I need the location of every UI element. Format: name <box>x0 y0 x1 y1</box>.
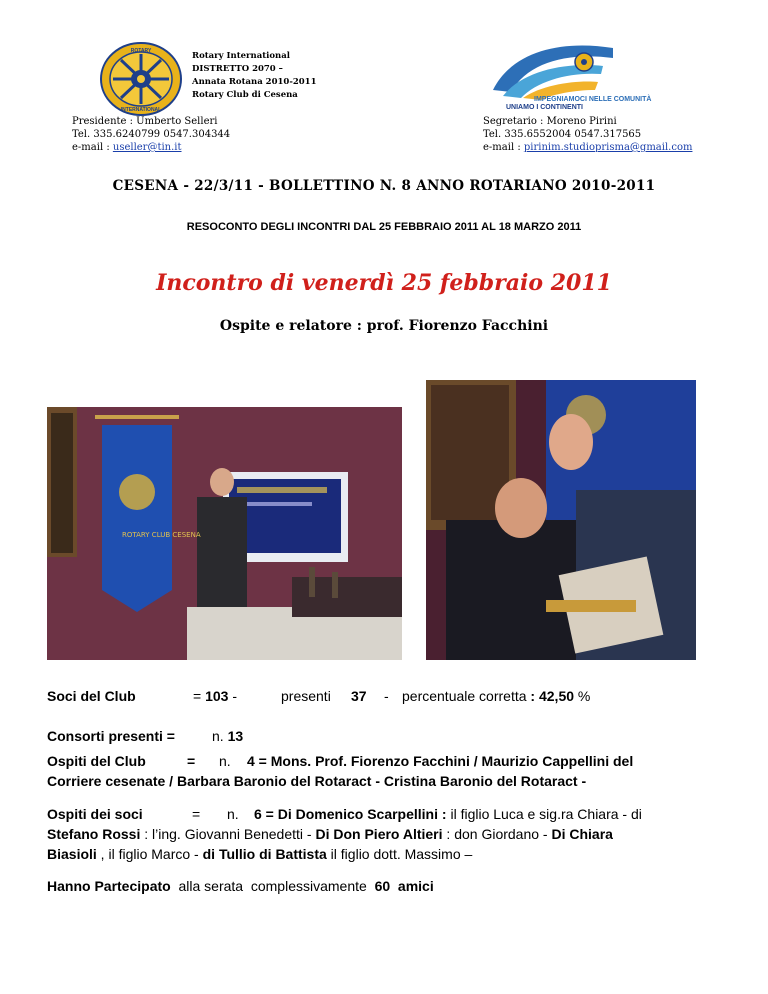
secretary-email-link[interactable]: pirinim.studioprisma@gmail.com <box>523 142 693 153</box>
presenti-label: presenti <box>281 688 331 704</box>
event-title: Incontro di venerdì 25 febbraio 2011 <box>156 270 612 296</box>
president-email-label: e-mail : <box>72 142 110 153</box>
soci-label: Soci del Club <box>47 688 136 704</box>
ospiti-club-label: Ospiti del Club <box>47 753 146 769</box>
theme-logo-line2: IMPEGNIAMOCI NELLE COMUNITÀ <box>534 96 652 103</box>
ospiti-club-eq: = <box>187 753 196 769</box>
ospiti-club-list: 4 = Mons. Prof. Fiorenzo Facchini / Maurizio Cappellini del <box>247 753 634 769</box>
percent-value: 42,50 <box>538 688 575 704</box>
secretary-name: Segretario : Moreno Pirini <box>483 116 617 127</box>
partecipanti-label: Hanno Partecipato <box>47 878 171 894</box>
event-photo-gift <box>426 380 696 660</box>
ospiti-soci-label: Ospiti dei soci <box>47 806 143 822</box>
logo-text-top: ROTARY <box>130 48 152 54</box>
president-phone: Tel. 335.6240799 0547.304344 <box>72 129 231 140</box>
percent-colon: : <box>530 688 536 704</box>
bulletin-title: CESENA - 22/3/11 - BOLLETTINO N. 8 ANNO ROTARIANO 2010-2011 <box>112 178 656 194</box>
partecipanti-suffix: amici <box>390 878 434 894</box>
report-subtitle: RESOCONTO DEGLI INCONTRI DAL 25 FEBBRAIO 2011 AL 18 MARZO 2011 <box>186 221 582 233</box>
ospiti-club-block <box>47 751 727 791</box>
president-name: Presidente : Umberto Selleri <box>72 116 218 127</box>
club-label: Rotary Club di Cesena <box>192 90 298 100</box>
theme-logo-line1: UNIAMO I CONTINENTI <box>506 104 583 111</box>
annata-label: Annata Rotana 2010-2011 <box>192 77 317 87</box>
ospiti-soci-seg3-bold: Di Don Piero Altieri <box>315 826 443 842</box>
rotary-international-label: Rotary International <box>192 51 290 61</box>
secretary-info <box>483 115 692 154</box>
partecipanti-text: alla serata complessivamente <box>170 878 375 894</box>
soci-value: 103 <box>205 688 229 704</box>
ospiti-soci-seg1-bold: 6 = Di Domenico Scarpellini : <box>254 806 447 822</box>
ospiti-soci-block <box>47 804 727 864</box>
soci-eq: = <box>193 688 202 704</box>
district-header <box>192 50 317 102</box>
percent-unit: % <box>577 688 591 704</box>
ospiti-soci-n: n. <box>227 806 239 822</box>
presenti-value: 37 <box>351 688 367 704</box>
guest-speaker-line: Ospite e relatore : prof. Fiorenzo Facchini <box>219 318 549 334</box>
secretary-email-row <box>483 141 692 154</box>
ospiti-soci-seg1: il figlio Luca e sig.ra Chiara - di <box>446 806 642 822</box>
ospiti-soci-seg5-bold: Biasioli <box>47 846 97 862</box>
ospiti-soci-seg2: : l’ing. Giovanni Benedetti - <box>140 826 316 842</box>
presenti-dash: - <box>384 688 389 704</box>
consorti-value: 13 <box>227 728 244 744</box>
president-email-row <box>72 141 230 154</box>
ospiti-soci-eq: = <box>192 806 201 822</box>
secretary-email-label: e-mail : <box>483 142 521 153</box>
ospiti-soci-seg6: il figlio dott. Massimo – <box>326 846 473 862</box>
event-photo-speaker <box>47 407 402 660</box>
ospiti-club-list-cont: Corriere cesenate / Barbara Baronio del Rotaract - Cristina Baronio del Rotaract - <box>47 773 587 789</box>
ospiti-soci-seg4-bold: Di Chiara <box>551 826 613 842</box>
secretary-phone: Tel. 335.6552004 0547.317565 <box>483 129 642 140</box>
partecipanti-row <box>47 876 727 896</box>
president-email-link[interactable]: useller@tin.it <box>112 142 182 153</box>
ospiti-soci-seg5: , il figlio Marco - <box>96 846 203 862</box>
ospiti-soci-seg3: : don Giordano - <box>442 826 552 842</box>
partecipanti-value: 60 <box>374 878 391 894</box>
consorti-row <box>47 726 727 746</box>
rotary-logo <box>95 42 187 116</box>
logo-text-bottom: INTERNATIONAL <box>120 107 162 113</box>
district-label: DISTRETTO 2070 – <box>192 64 283 74</box>
president-info <box>72 115 230 154</box>
consorti-label: Consorti presenti = <box>47 728 175 744</box>
ospiti-club-n: n. <box>219 753 231 769</box>
soci-dash: - <box>232 688 237 704</box>
percent-label: percentuale corretta <box>402 688 527 704</box>
consorti-prefix: n. <box>212 728 224 744</box>
soci-row <box>47 686 727 706</box>
ospiti-soci-seg6-bold: di Tullio di Battista <box>202 846 327 862</box>
ospiti-soci-seg2-bold: Stefano Rossi <box>47 826 141 842</box>
banner-text: ROTARY CLUB CESENA <box>122 531 201 539</box>
